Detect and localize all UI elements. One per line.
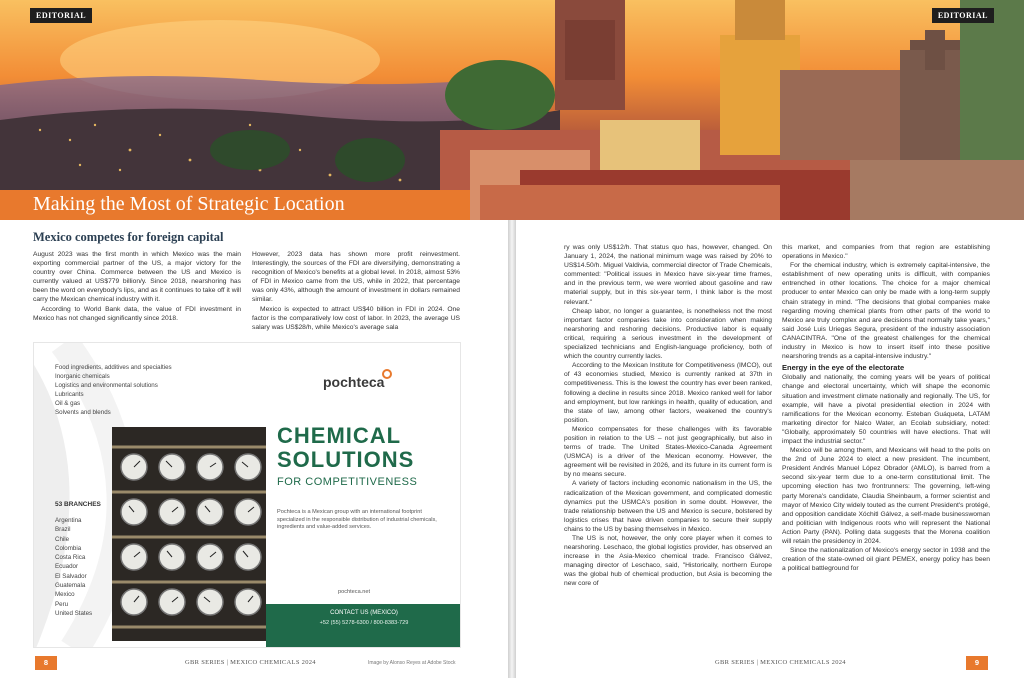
hero-photo xyxy=(0,0,1024,220)
paragraph: However, 2023 data has shown more profit reinvestment. Interestingly, the sources of the FDI are diversifying, demonstrating a recognition of Mexico's benefits at a global level. In 2018, almost 53% of FDI in Mexico came from the US, while in 2022, that percentage was only 43%, although the amount of investment in dollars remained similar. xyxy=(252,251,460,304)
ad-title-line1: CHEMICAL xyxy=(277,423,402,448)
list-item: Chile xyxy=(55,535,70,543)
paragraph: Mexico is expected to attract US$40 billion in FDI in 2024. One factor is the comparatively low cost of labor. In 2023, the average US salary was US$28/h, while Mexico's average sala xyxy=(252,305,460,331)
paragraph: The US is not, however, the only core player when it comes to nearshoring. Leschaco, the global logistics provider, has observed an increase in the Asia-Mexico chemical trade. Francisco Gálvez, managing director of Leschaco, said, "Historically, northern Europe was the global hub of chemical production, but Asia is becoming the new core of xyxy=(564,535,772,588)
footer-series-left: GBR SERIES | MEXICO CHEMICALS 2024 xyxy=(185,659,316,666)
list-item: Logistics and environmental solutions xyxy=(55,382,158,389)
ad-description: Pochteca is a Mexican group with an international footprint specialized in the responsible distribution of industrial chemicals, ingredients and value-added services. xyxy=(277,509,437,530)
paragraph: August 2023 was the first month in which Mexico was the main exporting commercial partner of the US, a major victory for the country over China. Commerce between the US and Mexico is currently valued at US$779 billion/y. Since 2018, nearshoring has been the word on everybody's lips, and as it continues to take off it will carry the Mexican chemical industry with it. xyxy=(33,251,241,304)
list-item: Mexico xyxy=(55,591,75,599)
text-column-2 xyxy=(252,250,460,332)
ad-subtitle: FOR COMPETITIVENESS xyxy=(277,476,418,488)
list-item: Argentina xyxy=(55,517,82,524)
list-item: Food ingredients, additives and specialties xyxy=(55,364,172,371)
paragraph: Cheap labor, no longer a guarantee, is nonetheless not the most important factor companies take into consideration when making nearshoring and reshoring decisions. Productive labor is equally critical, requiring a serious investment in the development of specialized technicians and English-language proficiency, both of which the country currently lacks. xyxy=(564,307,772,361)
section-tag-left: EDITORIAL xyxy=(30,8,92,23)
list-item: Inorganic chemicals xyxy=(55,373,110,380)
article-headline: Making the Most of Strategic Location xyxy=(33,193,345,215)
list-item: Costa Rica xyxy=(55,554,86,562)
ad-title-line2: SOLUTIONS xyxy=(277,447,415,472)
logo-ring-icon xyxy=(382,369,392,379)
paragraph: Mexico will be among them, and Mexicans will head to the polls on the 2nd of June 2024 to elect a new president. The incumbent, President Andrés Manuel López Obrador (AMLO), is barred from a second six-year term due to a one-term constitutional limit. The upcoming election has two frontrunners: The governing, left-wing party Morena's candidate, Claudia Sheinbaum, a former scientist and mayor of Mexico City widely touted as the current President's protégé, and opposition candidate Xóchitl Gálvez, a self-made businesswoman and politician with Indigenous roots who will represent the National Action Party (PAN). Polling data suggests that the Morena coalition will retain the presidency in 2024. xyxy=(782,447,990,545)
pochteca-advertisement xyxy=(33,342,461,648)
contact-label: CONTACT US (MEXICO) xyxy=(330,610,398,616)
text-column-1 xyxy=(33,250,241,323)
pressure-gauges-illustration xyxy=(112,427,266,641)
branches-title: 53 BRANCHES xyxy=(55,501,101,508)
pochteca-logo: pochteca xyxy=(323,374,385,390)
text-column-4 xyxy=(782,243,990,573)
page-number-right: 9 xyxy=(966,656,988,670)
article-subhead: Mexico competes for foreign capital xyxy=(33,230,224,244)
list-item: Colombia xyxy=(55,544,82,552)
list-item: Ecuador xyxy=(55,563,79,571)
ad-website: pochteca.net xyxy=(338,589,371,595)
paragraph: According to World Bank data, the value of FDI investment in Mexico has not changed significantly since 2018. xyxy=(33,305,241,322)
list-item: Peru xyxy=(55,600,69,608)
list-item: United States xyxy=(55,609,93,617)
paragraph: Globally and nationally, the coming years will be years of political change and electoral uncertainty, which will shape the economic situation and investment climate nationally and regionally. The US, for example, will have a pivotal presidential election in 2024 with ramifications for the Mexican economy. Esteban Guáqueta, LATAM marketing director for Nalco Water, an Ecolab subsidiary, noted: "Globally, approximately 50 countries will have elections. That will impact the industrial sector." xyxy=(782,374,990,445)
paragraph: For the chemical industry, which is extremely capital-intensive, the establishment of new operating units is difficult, with companies entrenched in other locations. The choice for a major chemical producer to enter Mexico can only be made with a long-term supply chain strategy in mind. "The decisions that global companies make regarding moving chemical plants from other parts of the world to Mexico are truly complex and are decisions that normally take years," said José Luis Uriegas Segura, president of the industry association CANACINTRA. "One of the greatest challenges for the chemical industry in Mexico is how to insert itself into these positive nearshoring trends as a capital-intensive industry." xyxy=(782,262,990,361)
list-item: Lubricants xyxy=(55,391,84,398)
section-heading: Energy in the eye of the electorate xyxy=(782,363,905,373)
paragraph: Mexico compensates for these challenges with its favorable position in relation to the US – not just geographically, but also in terms of trade. The United States-Mexico-Canada Agreement (USMCA) is a driver of the Mexican economy. However, the agreement will be revisited in 2026, and its future in its current form is by no means secure. xyxy=(564,425,772,479)
paragraph: this market, and companies from that region are establishing operations in Mexico." xyxy=(782,244,990,261)
photo-credit: Image by Alonso Reyes at Adobe Stock xyxy=(368,660,456,666)
city-sunset-illustration xyxy=(0,0,1024,220)
list-item: Oil & gas xyxy=(55,400,81,407)
paragraph: Since the nationalization of Mexico's energy sector in 1938 and the creation of the state-owned oil giant PEMEX, energy policy has been a political battleground for xyxy=(782,547,990,573)
product-lines-list xyxy=(55,363,172,417)
list-item: Guatemala xyxy=(55,582,86,590)
branches-list xyxy=(55,516,92,618)
paragraph: A variety of factors including economic nationalism in the US, the radicalization of the Mexican government, and complicated domestic dynamics put the USMCA's position in some doubt. However, the trade relationship between the US and Mexico is secure, bolstered by logistics crises that have driven companies to secure their supply chains to the US by basing themselves in Mexico. xyxy=(564,480,772,533)
gauges-photo xyxy=(112,427,266,641)
list-item: Brazil xyxy=(55,526,71,534)
section-tag-right: EDITORIAL xyxy=(932,8,994,23)
paragraph: ry was only US$12/h. That status quo has, however, changed. On January 1, 2024, the national minimum wage was raised by 20% to US$14.50/h. Miguel Valdivia, commercial director of Trade Chemicals, commented: "Political issues in Mexico have six-year time frames, and in the previous term, we were worried about gasoline and raw material supply, but in this six-year term, I think labor is the most relevant." xyxy=(564,244,772,306)
paragraph: According to the Mexican Institute for Competitiveness (IMCO), out of 43 economies studied, Mexico is currently ranked at 37th in competitiveness. This is the lowest the country has ever been ranked, following a decline in results since 2018. Mexico ranked well for labor and employment, but low rankings in health, quality of education, and the state of law, among other factors, weakened the country's position. xyxy=(564,362,772,424)
list-item: El Salvador xyxy=(55,572,87,580)
list-item: Solvents and blends xyxy=(55,409,111,416)
page-number-left: 8 xyxy=(35,656,57,670)
footer-series-right: GBR SERIES | MEXICO CHEMICALS 2024 xyxy=(715,659,846,666)
text-column-3 xyxy=(564,243,772,589)
contact-phone: +52 (55) 5278-6300 / 800-8383-729 xyxy=(319,620,409,626)
